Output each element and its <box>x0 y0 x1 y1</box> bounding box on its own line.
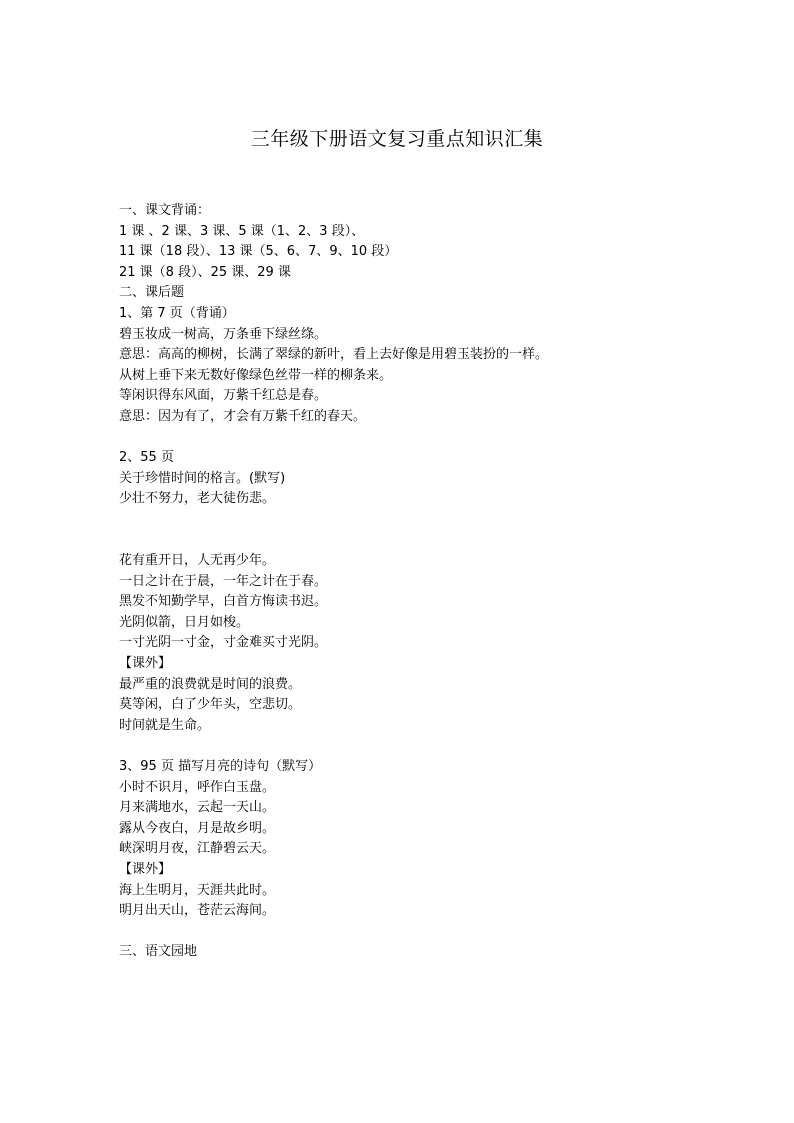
text-line: 碧玉妆成一树高，万条垂下绿丝绦。 <box>119 326 328 342</box>
text-line: 月来满地水，云起一天山。 <box>119 800 276 816</box>
text-line: 露从今夜白，月是故乡明。 <box>119 820 276 836</box>
text-line: 莫等闲，白了少年头，空悲切。 <box>119 697 302 713</box>
spacer <box>119 510 739 551</box>
spacer <box>119 922 739 943</box>
text-line: 意思：因为有了，才会有万紫千红的春天。 <box>119 408 367 424</box>
text-line: 明月出天山，苍茫云海间。 <box>119 903 276 919</box>
section-heading-recitation: 一、课文背诵： <box>119 203 211 218</box>
text-line: 意思：高高的柳树，长满了翠绿的新叶，看上去好像是用碧玉装扮的一样。 <box>119 347 549 363</box>
text-line: 从树上垂下来无数好像绿色丝带一样的柳条来。 <box>119 367 393 383</box>
section-heading-chinese-garden: 三、语文园地 <box>119 944 198 960</box>
text-line: 少壮不努力，老大徒伤悲。 <box>119 491 276 507</box>
recitation-line: 11 课（18 段）、13 课（5、6、7、9、10 段） <box>119 244 398 260</box>
exercise-heading: 1、第 7 页（背诵） <box>119 305 235 321</box>
exercise-heading: 3、95 页 描写月亮的诗句（默写） <box>119 759 322 775</box>
extracurricular-label: 【课外】 <box>119 656 172 672</box>
document-body <box>119 201 739 963</box>
text-line: 关于珍惜时间的格言。(默写) <box>119 470 286 486</box>
spacer <box>119 428 739 449</box>
text-line: 一寸光阴一寸金，寸金难买寸光阴。 <box>119 635 328 651</box>
text-line: 花有重开日，人无再少年。 <box>119 553 276 569</box>
text-line: 小时不识月，呼作白玉盘。 <box>119 779 276 795</box>
spacer <box>119 736 739 757</box>
section-heading-exercises: 二、课后题 <box>119 285 185 301</box>
text-line: 等闲识得东风面，万紫千红总是春。 <box>119 388 328 404</box>
exercise-heading: 2、55 页 <box>119 450 174 466</box>
text-line: 峡深明月夜，江静碧云天。 <box>119 841 276 857</box>
recitation-line: 1 课 、2 课、3 课、5 课（1、2、3 段）、 <box>119 223 365 239</box>
text-line: 光阴似箭，日月如梭。 <box>119 614 250 630</box>
page-title: 三年级下册语文复习重点知识汇集 <box>250 128 544 150</box>
text-line: 海上生明月，天涯共此时。 <box>119 882 276 898</box>
text-line: 黑发不知勤学早，白首方悔读书迟。 <box>119 594 328 610</box>
extracurricular-label: 【课外】 <box>119 862 172 877</box>
text-line: 最严重的浪费就是时间的浪费。 <box>119 676 302 692</box>
text-line: 一日之计在于晨，一年之计在于春。 <box>119 573 328 589</box>
text-line: 时间就是生命。 <box>119 717 211 733</box>
recitation-line: 21 课（8 段）、25 课、29 课 <box>119 264 291 280</box>
